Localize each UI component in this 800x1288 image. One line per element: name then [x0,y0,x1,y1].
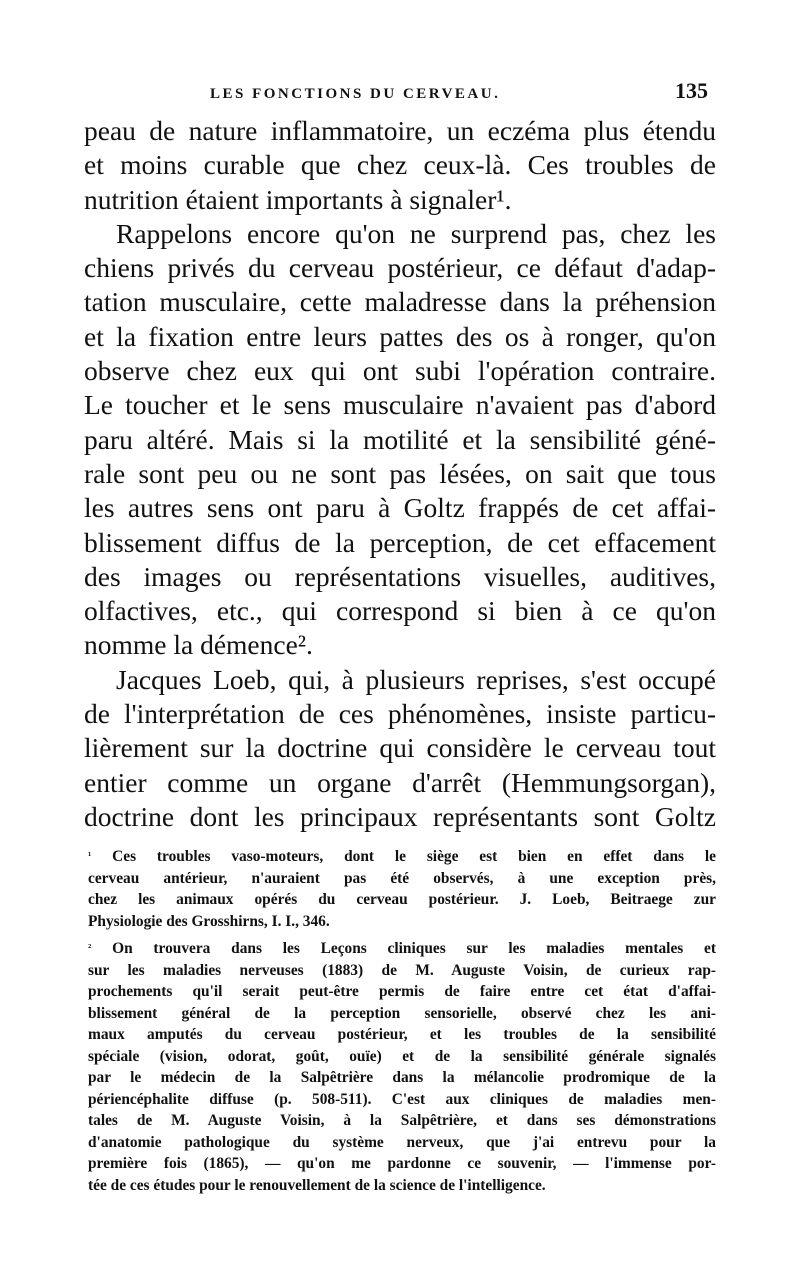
text-line: de l'interprétation de ces phénomènes, insiste particu- [84,698,716,730]
text-line: nomme la démence². [84,629,313,661]
text-line: nutrition étaient importants à signaler¹. [84,183,512,215]
footnote-2 [88,938,716,1196]
footnote-text: Ces troubles vaso-moteurs, dont le siège est bien en effet dans le [112,848,716,865]
footnote-line: blissement général de la perception sensorielle, observé chez les ani- [88,1004,716,1022]
paragraph-2 [84,217,716,663]
footnote-line [88,938,716,960]
page-header [0,78,800,108]
text-line: tation musculaire, cette maladresse dans la préhension [84,286,716,318]
text-line: Jacques Loeb, qui, à plusieurs reprises, s'est occupé [116,663,716,695]
paragraph-1 [84,114,716,217]
text-line: blissement diffus de la perception, de cet effacement [84,526,716,558]
main-text [84,114,716,834]
text-line: rale sont peu ou ne sont pas lésées, on sait que tous [84,457,716,489]
footnote-text: On trouvera dans les Leçons cliniques sur les maladies mentales et [112,940,716,957]
footnote-line: maux amputés du cerveau postérieur, et les troubles de la sensibilité [88,1026,716,1043]
footnote-line: tales de M. Auguste Voisin, à la Salpêtrière, et dans ses démonstrations [88,1112,716,1129]
text-line: et moins curable que chez ceux-là. Ces troubles de [84,149,716,181]
text-line: peau de nature inflammatoire, un eczéma plus étendu [84,115,716,146]
text-line: paru altéré. Mais si la motilité et la sensibilité géné- [84,423,716,455]
footnote-line: spéciale (vision, odorat, goût, ouïe) et de la sensibilité générale signalés [88,1047,716,1065]
paragraph-3 [84,663,716,834]
text-line: Le toucher et le sens musculaire n'avaient pas d'abord [84,389,716,421]
footnote-marker: ¹ [88,850,92,862]
text-line: lièrement sur la doctrine qui considère le cerveau tout [84,732,716,764]
footnote-line: chez les animaux opérés du cerveau postérieur. J. Loeb, Beitraege zur [88,891,716,908]
footnotes [88,846,716,1202]
text-line: Rappelons encore qu'on ne surprend pas, chez les [116,217,716,249]
footnote-line: cerveau antérieur, n'auraient pas été observés, à une exception près, [88,869,716,887]
text-line: doctrine dont les principaux représentants sont Goltz [84,800,716,832]
footnote-line: d'anatomie pathologique du système nerveux, que j'ai entrevu pour la [88,1133,716,1151]
footnote-line: par le médecin de la Salpêtrière dans la mélancolie prodromique de la [88,1069,716,1086]
text-line: et la fixation entre leurs pattes des os à ronger, qu'on [84,320,716,352]
footnote-line [88,846,716,868]
footnote-line: sur les maladies nerveuses (1883) de M. Auguste Voisin, de curieux rap- [88,961,716,979]
text-line: observe chez eux qui ont subi l'opération contraire. [84,355,716,387]
page-number: 135 [675,78,708,103]
text-line: des images ou représentations visuelles, auditives, [84,560,716,592]
footnote-line: Physiologie des Grosshirns, I. I., 346. [88,912,330,930]
footnote-line: périencéphalite diffuse (p. 508-511). C'est aux cliniques de maladies men- [88,1090,716,1108]
running-title: LES FONCTIONS DU CERVEAU. [210,86,501,102]
footnote-line: première fois (1865), — qu'on me pardonne ce souvenir, — l'immense por- [88,1155,716,1172]
footnote-line: tée de ces études pour le renouvellement de la science de l'intelligence. [88,1176,546,1194]
footnote-marker: ² [88,942,92,954]
footnote-line: prochements qu'il serait peut-être permis de faire entre cet état d'affai- [88,983,716,1000]
text-line: chiens privés du cerveau postérieur, ce défaut d'adap- [84,252,716,284]
text-line: entier comme un organe d'arrêt (Hemmungsorgan), [84,766,716,798]
text-line: les autres sens ont paru à Goltz frappés de cet affai- [84,492,716,524]
text-line: olfactives, etc., qui correspond si bien à ce qu'on [84,595,716,627]
footnote-1 [88,846,716,932]
